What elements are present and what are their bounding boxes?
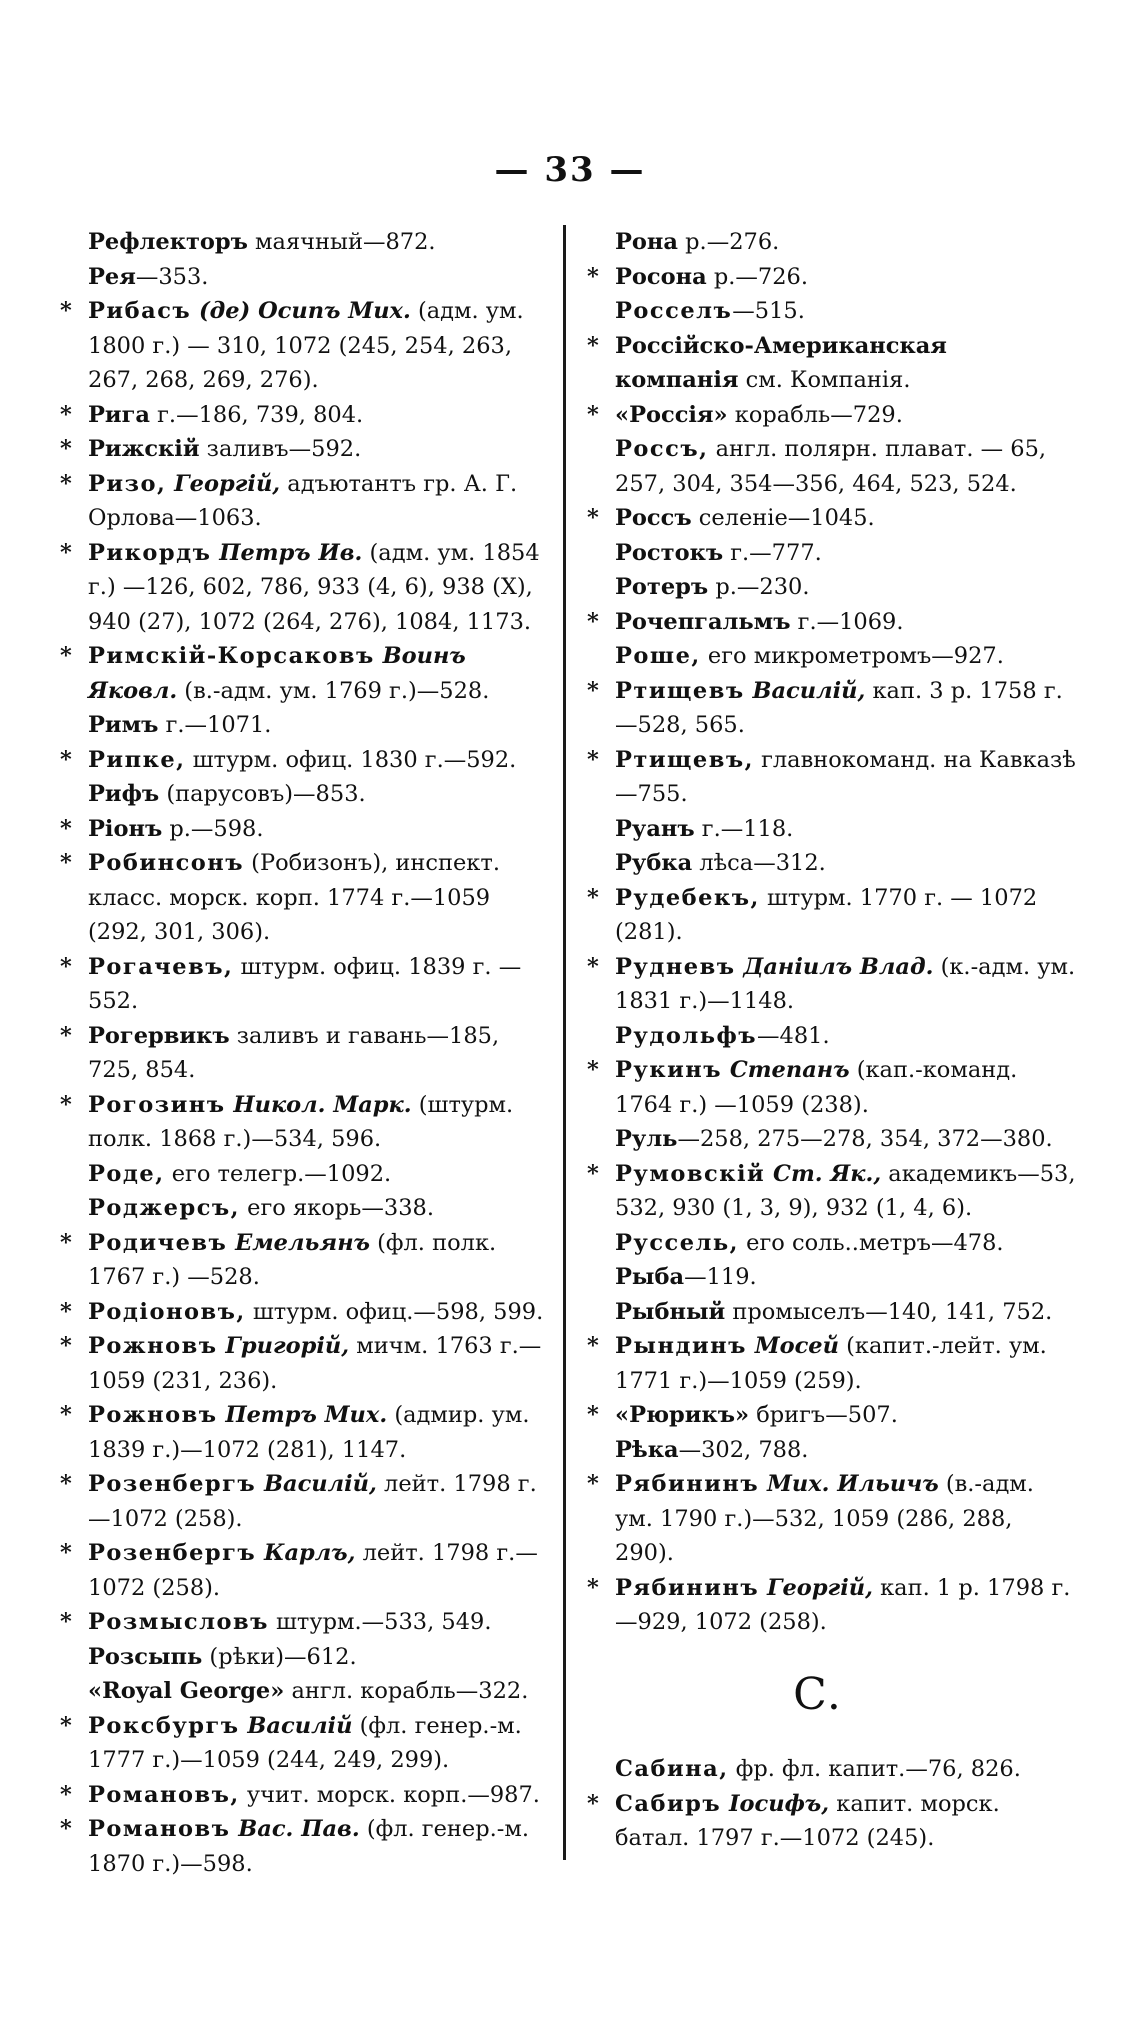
entry-headword: Сабина,: [615, 1756, 729, 1782]
entry-given-name: Георгій,: [759, 1574, 873, 1601]
entry-headword: Руссель,: [615, 1229, 740, 1256]
entry-references: —481.: [757, 1022, 830, 1049]
index-entry: [60, 260, 557, 295]
entry-given-name: (де) Осипъ Мих.: [191, 298, 411, 324]
entry-headword: Розенбергъ: [88, 1540, 257, 1566]
entry-given-name: Георгій,: [166, 470, 281, 497]
index-entry: [60, 294, 557, 398]
index-entry: [587, 1226, 1080, 1261]
index-entry: [587, 1122, 1080, 1157]
entry-references: его микрометромъ—927.: [700, 643, 1004, 669]
entry-references: (адм. ум. 1800 г.) — 310, 1072 (245, 254, 263, 267, 268, 269, 276).: [88, 298, 524, 393]
entry-references: лейт. 1798 г.— 1072 (258).: [88, 1540, 538, 1601]
entry-references: (рѣки)—612.: [202, 1643, 357, 1670]
entry-references: (фл. генер.-м. 1870 г.)—598.: [88, 1816, 530, 1877]
entry-headword: «Royal George»: [88, 1678, 285, 1704]
entry-references: г.—118.: [694, 815, 794, 842]
entry-given-name: Вас. Пав.: [230, 1816, 360, 1842]
index-entry: [60, 398, 557, 433]
entry-references: академикъ—53, 532, 930 (1, 3, 9), 932 (1, 4, 6).: [615, 1160, 1076, 1221]
entry-references: штурм.—533, 549.: [268, 1609, 492, 1635]
entry-headword: Рея: [88, 263, 136, 290]
entry-given-name: Ст. Як.,: [765, 1160, 882, 1187]
index-entry: [60, 1778, 557, 1813]
entry-headword: Розенбергъ: [88, 1471, 257, 1497]
index-entry: [60, 846, 557, 950]
index-entry: [587, 605, 1080, 640]
entry-headword: Ртищевъ,: [615, 746, 754, 773]
index-entry: [587, 501, 1080, 536]
entry-headword: «Россія»: [615, 401, 728, 428]
entry-references: г.—186, 739, 804.: [149, 401, 364, 428]
entry-given-name: Емельянъ: [227, 1229, 370, 1256]
index-entry: [587, 1433, 1080, 1468]
index-entry: [587, 846, 1080, 881]
entry-references: его телегр.—1092.: [164, 1160, 392, 1187]
index-entry: [587, 329, 1080, 398]
entry-references: (парусовъ)—853.: [159, 781, 366, 807]
index-entry: [587, 1295, 1080, 1330]
entry-given-name: Даніилъ Влад.: [735, 953, 934, 980]
entry-headword: Ртищевъ: [615, 677, 745, 704]
entry-headword: Римскій-Корсаковъ: [88, 643, 375, 669]
entry-references: (штурм. полк. 1868 г.)—534, 596.: [88, 1091, 514, 1152]
entry-given-name: Василій: [239, 1712, 353, 1739]
right-column: [587, 225, 1080, 1640]
entry-headword: Рыба: [615, 1264, 685, 1290]
entry-headword: Рябининъ: [615, 1471, 760, 1497]
entry-references: (к.-адм. ум. 1831 г.)—1148.: [615, 953, 1076, 1014]
entry-references: р.—598.: [162, 815, 264, 842]
index-entry: [60, 950, 557, 1019]
entry-headword: Рудольфъ: [615, 1022, 758, 1049]
entry-headword: Россъ: [615, 505, 692, 531]
index-entry: [60, 1329, 557, 1398]
entry-given-name: Василій,: [256, 1471, 377, 1497]
entry-references: (в.-адм. ум. 1769 г.)—528.: [177, 677, 490, 704]
index-entry: [587, 260, 1080, 295]
entry-references: (фл. генер.-м. 1777 г.)—1059 (244, 249, 299).: [88, 1712, 522, 1773]
entry-headword: Рига: [88, 401, 150, 428]
index-entry: [60, 777, 557, 812]
entry-headword: Рудебекъ,: [615, 884, 760, 911]
entry-references: —515.: [732, 298, 805, 324]
entry-references: (адм. ум. 1854 г.) —126, 602, 786, 933 (4, 6), 938 (X), 940 (27), 1072 (264, 276), 1084, 1173.: [88, 539, 540, 635]
index-entry: [60, 1088, 557, 1157]
entry-headword: Рифъ: [88, 781, 160, 807]
entry-headword: Росона: [615, 263, 707, 290]
section-letter: С.: [793, 1669, 841, 1720]
entry-references: штурм. 1770 г. — 1072 (281).: [615, 884, 1038, 945]
entry-headword: Рыбный: [615, 1298, 726, 1325]
entry-headword: Родіоновъ,: [88, 1298, 246, 1325]
entry-references: заливъ и гавань—185, 725, 854.: [88, 1022, 500, 1083]
entry-references: кап. 1 р. 1798 г. —929, 1072 (258).: [615, 1574, 1071, 1635]
entry-headword: Россійско-Американская компанія: [615, 332, 947, 393]
entry-references: (кап.-команд. 1764 г.) —1059 (238).: [615, 1057, 1018, 1118]
entry-references: (Робизонъ), инспект. класс. морск. корп. 1774 г.—1059 (292, 301, 306).: [88, 850, 500, 945]
entry-headword: Рогозинъ: [88, 1091, 226, 1118]
index-entry: [587, 1157, 1080, 1226]
entry-headword: «Рюрикъ»: [615, 1402, 750, 1428]
entry-references: мичм. 1763 г.— 1059 (231, 236).: [88, 1333, 542, 1394]
entry-headword: Россъ,: [615, 436, 709, 462]
entry-headword: Рона: [615, 229, 678, 255]
index-entry: [587, 570, 1080, 605]
entry-references: его якорь—338.: [239, 1195, 434, 1221]
entry-headword: Ріонъ: [88, 815, 163, 842]
entry-headword: Рѣка: [615, 1436, 679, 1463]
index-entry: [60, 1226, 557, 1295]
entry-headword: Руанъ: [615, 815, 695, 842]
index-entry: [60, 1019, 557, 1088]
column-divider: [563, 225, 566, 1860]
entry-headword: Розсыпь: [88, 1643, 203, 1670]
entry-references: маячный—872.: [247, 229, 436, 255]
entry-references: англ. полярн. плават. — 65, 257, 304, 354—356, 464, 523, 524.: [615, 436, 1047, 497]
index-entry: [587, 225, 1080, 260]
index-entry: [60, 743, 557, 778]
index-entry: [587, 398, 1080, 433]
index-entry: [587, 1260, 1080, 1295]
entry-references: его соль..метръ—478.: [739, 1229, 1004, 1256]
entry-references: г.—1071.: [158, 712, 272, 738]
entry-given-name: Карлъ,: [256, 1540, 356, 1566]
entry-headword: Рожновъ: [88, 1402, 218, 1428]
entry-references: заливъ—592.: [199, 436, 362, 462]
index-entry: [60, 1812, 557, 1881]
index-entry: [587, 674, 1080, 743]
entry-headword: Рудневъ: [615, 953, 736, 980]
entry-headword: Римъ: [88, 712, 159, 738]
index-entry: [60, 1605, 557, 1640]
entry-headword: Рочепгальмъ: [615, 608, 791, 635]
entry-references: см. Компанія.: [738, 367, 911, 393]
entry-headword: Румовскій: [615, 1160, 766, 1187]
index-entry: [587, 1398, 1080, 1433]
index-entry: [587, 1752, 1080, 1787]
entry-headword: Рябининъ: [615, 1574, 760, 1601]
entry-references: главнокоманд. на Кавказѣ —755.: [615, 746, 1076, 807]
index-entry: [60, 1674, 557, 1709]
right-column-section-c: [587, 1752, 1080, 1856]
entry-references: (фл. полк. 1767 г.) —528.: [88, 1229, 497, 1290]
entry-references: учит. морск. корп.—987.: [239, 1781, 540, 1808]
index-entry: [587, 881, 1080, 950]
entry-headword: Романовъ: [88, 1816, 231, 1842]
entry-references: штурм. офиц. 1839 г. — 552.: [88, 953, 522, 1014]
entry-references: штурм. офиц. 1830 г.—592.: [185, 746, 517, 773]
entry-references: р.—230.: [708, 574, 810, 600]
entry-references: фр. фл. капит.—76, 826.: [728, 1756, 1021, 1782]
entry-headword: Рефлекторъ: [88, 229, 248, 255]
entry-headword: Сабиръ: [615, 1790, 722, 1817]
entry-given-name: Степанъ: [722, 1057, 850, 1083]
index-entry: [60, 1398, 557, 1467]
index-entry: [60, 1709, 557, 1778]
entry-references: —258, 275—278, 354, 372—380.: [677, 1126, 1053, 1152]
index-entry: [587, 1019, 1080, 1054]
entry-references: г.—777.: [723, 539, 822, 566]
entry-references: —302, 788.: [678, 1436, 809, 1463]
entry-headword: Робинсонъ: [88, 850, 245, 876]
index-entry: [587, 1787, 1080, 1856]
entry-given-name: Мосей: [746, 1333, 839, 1359]
entry-references: англ. корабль—322.: [284, 1678, 529, 1704]
index-entry: [60, 1640, 557, 1675]
entry-references: капит. морск. батал. 1797 г.—1072 (245).: [615, 1790, 1000, 1851]
entry-headword: Рындинъ: [615, 1333, 747, 1359]
index-entry: [587, 743, 1080, 812]
index-entry: [60, 1191, 557, 1226]
index-entry: [587, 1467, 1080, 1571]
entry-given-name: Мих. Ильичъ: [759, 1471, 939, 1497]
index-entry: [587, 950, 1080, 1019]
entry-references: р.—726.: [706, 263, 808, 290]
entry-given-name: Григорій,: [217, 1333, 350, 1359]
index-entry: [587, 1329, 1080, 1398]
entry-headword: Рогервикъ: [88, 1022, 230, 1049]
index-entry: [60, 708, 557, 743]
entry-headword: Рижскій: [88, 436, 200, 462]
index-entry: [587, 1571, 1080, 1640]
entry-headword: Рожновъ: [88, 1333, 218, 1359]
left-column: [60, 225, 557, 1881]
entry-references: промыселъ—140, 141, 752.: [725, 1298, 1053, 1325]
index-entry: [587, 1053, 1080, 1122]
index-entry: [60, 432, 557, 467]
index-entry: [587, 536, 1080, 571]
entry-references: селеніе—1045.: [691, 505, 875, 531]
entry-given-name: Василій,: [744, 677, 866, 704]
entry-references: (адмир. ум. 1839 г.)—1072 (281), 1147.: [88, 1402, 530, 1463]
page-number: — 33 —: [494, 150, 646, 190]
entry-references: лѣса—312.: [692, 850, 826, 876]
entry-headword: Ризо,: [88, 470, 167, 497]
entry-headword: Розмысловъ: [88, 1609, 269, 1635]
entry-headword: Рибасъ: [88, 298, 192, 324]
entry-headword: Романовъ,: [88, 1781, 240, 1808]
entry-references: штурм. офиц.—598, 599.: [245, 1298, 544, 1325]
entry-headword: Рукинъ: [615, 1057, 722, 1083]
index-entry: [60, 1295, 557, 1330]
index-entry: [587, 639, 1080, 674]
index-entry: [587, 432, 1080, 501]
entry-given-name: Петръ Ив.: [211, 539, 363, 566]
entry-headword: Ростокъ: [615, 539, 724, 566]
entry-references: —353.: [135, 263, 209, 290]
entry-headword: Рогачевъ,: [88, 953, 234, 980]
entry-headword: Ротеръ: [615, 574, 709, 600]
entry-references: —119.: [684, 1264, 757, 1290]
index-entry: [60, 812, 557, 847]
entry-headword: Росселъ: [615, 298, 733, 324]
index-entry: [60, 639, 557, 708]
entry-headword: Рипке,: [88, 746, 186, 773]
entry-references: корабль—729.: [727, 401, 903, 428]
entry-references: (капит.-лейт. ум. 1771 г.)—1059 (259).: [615, 1333, 1047, 1394]
entry-references: (в.-адм. ум. 1790 г.)—532, 1059 (286, 288, 290).: [615, 1471, 1034, 1566]
entry-references: г.—1069.: [790, 608, 904, 635]
entry-headword: Роде,: [88, 1160, 165, 1187]
entry-headword: Руль: [615, 1126, 678, 1152]
entry-headword: Роксбургъ: [88, 1712, 240, 1739]
entry-headword: Роше,: [615, 643, 701, 669]
entry-references: бригъ—507.: [749, 1402, 898, 1428]
entry-headword: Роджерсъ,: [88, 1195, 240, 1221]
index-entry: [587, 812, 1080, 847]
entry-headword: Рикордъ: [88, 539, 212, 566]
index-entry: [60, 225, 557, 260]
entry-given-name: Воинъ Яковл.: [88, 643, 466, 704]
entry-headword: Родичевъ: [88, 1229, 228, 1256]
index-entry: [60, 1157, 557, 1192]
entry-references: адъютантъ гр. А. Г. Орлова—1063.: [88, 470, 518, 531]
entry-references: р.—276.: [677, 229, 780, 255]
index-entry: [60, 467, 557, 536]
entry-given-name: Никол. Марк.: [225, 1091, 412, 1118]
entry-headword: Рубка: [615, 850, 693, 876]
index-entry: [60, 1467, 557, 1536]
index-entry: [587, 294, 1080, 329]
entry-given-name: Іосифъ,: [721, 1790, 830, 1817]
index-entry: [60, 536, 557, 640]
entry-references: лейт. 1798 г. —1072 (258).: [88, 1471, 537, 1532]
index-entry: [60, 1536, 557, 1605]
entry-given-name: Петръ Мих.: [217, 1402, 388, 1428]
entry-references: кап. 3 р. 1758 г. —528, 565.: [615, 677, 1063, 738]
